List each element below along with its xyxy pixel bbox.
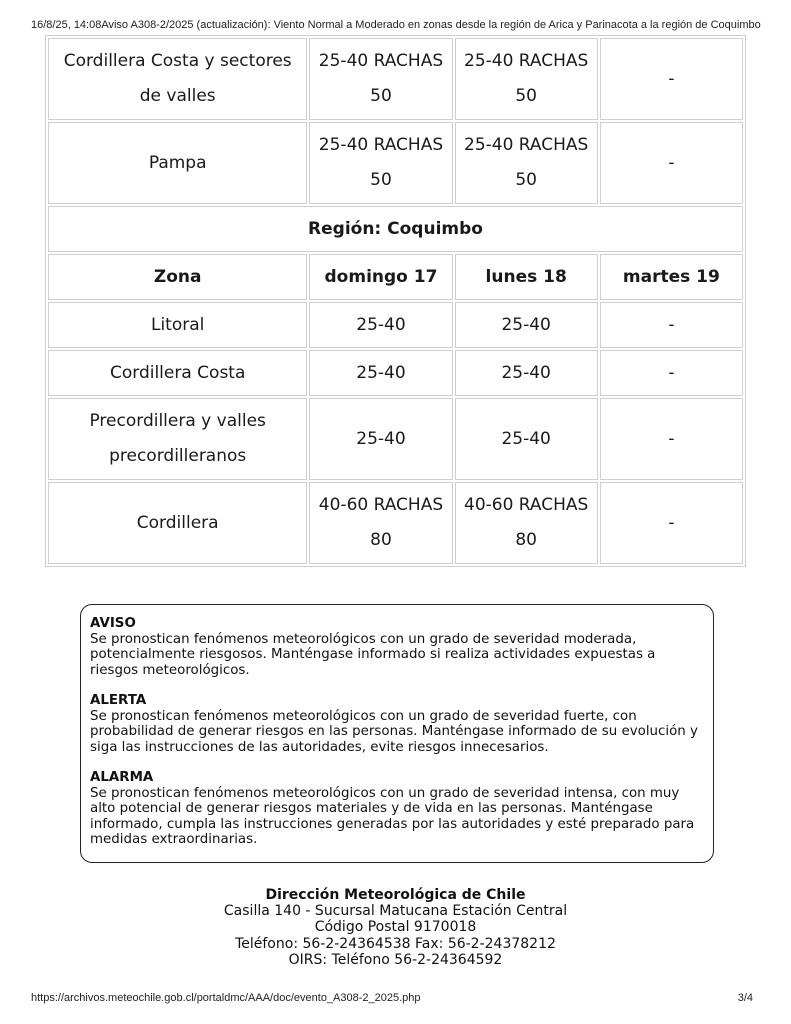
severity-legend <box>80 604 714 863</box>
zone-cell: Cordillera <box>48 482 307 564</box>
column-header-day1: domingo 17 <box>309 254 452 300</box>
page-url: https://archivos.meteochile.gob.cl/portaldmc/AAA/doc/evento_A308-2_2025.php <box>31 992 421 1004</box>
contact-info <box>0 887 791 968</box>
forecast-cell: - <box>600 38 743 120</box>
table-row <box>48 350 743 396</box>
legend-alerta <box>90 693 705 755</box>
forecast-cell: 25-40 <box>455 302 598 348</box>
forecast-cell: 25-40 RACHAS 50 <box>309 38 452 120</box>
table-row <box>48 302 743 348</box>
legend-alarma <box>90 770 705 848</box>
zone-cell: Litoral <box>48 302 307 348</box>
forecast-cell: - <box>600 122 743 204</box>
print-date: 16/8/25, 14:08 <box>31 19 102 31</box>
forecast-cell: - <box>600 350 743 396</box>
forecast-cell: 25-40 <box>309 350 452 396</box>
column-header-day3: martes 19 <box>600 254 743 300</box>
postal-code: Código Postal 9170018 <box>314 919 477 936</box>
legend-aviso <box>90 616 705 678</box>
page-number: 3/4 <box>737 992 753 1004</box>
forecast-cell: 40-60 RACHAS 80 <box>309 482 452 564</box>
column-header-zona: Zona <box>48 254 307 300</box>
legend-term: ALERTA <box>90 693 147 708</box>
wind-forecast-table <box>45 35 746 567</box>
forecast-cell: 25-40 <box>309 302 452 348</box>
forecast-cell: 25-40 RACHAS 50 <box>455 38 598 120</box>
forecast-cell: 25-40 RACHAS 50 <box>309 122 452 204</box>
print-footer <box>31 992 753 1004</box>
forecast-cell: 25-40 <box>455 398 598 480</box>
zone-cell: Cordillera Costa y sectores de valles <box>48 38 307 120</box>
legend-term: ALARMA <box>90 770 154 785</box>
legend-description: Se pronostican fenómenos meteorológicos con un grado de severidad moderada, potencialmente riesgosos. Manténgase informado si realiza actividades expuestas a riesgos meteorológicos. <box>90 631 656 678</box>
zone-cell: Pampa <box>48 122 307 204</box>
legend-term: AVISO <box>90 616 136 631</box>
organization-name: Dirección Meteorológica de Chile <box>265 887 526 903</box>
forecast-cell: - <box>600 398 743 480</box>
postal-address: Casilla 140 - Sucursal Matucana Estación Central <box>223 903 568 920</box>
region-title: Región: Coquimbo <box>48 206 743 252</box>
region-row <box>48 206 743 252</box>
table-row <box>48 38 743 120</box>
forecast-cell: 25-40 <box>455 350 598 396</box>
header-row <box>48 254 743 300</box>
phone-fax: Teléfono: 56-2-24364538 Fax: 56-2-24378212 <box>235 935 556 952</box>
zone-cell: Cordillera Costa <box>48 350 307 396</box>
forecast-cell: - <box>600 482 743 564</box>
forecast-cell: 25-40 RACHAS 50 <box>455 122 598 204</box>
forecast-cell: 25-40 <box>309 398 452 480</box>
print-header <box>31 19 761 31</box>
legend-description: Se pronostican fenómenos meteorológicos con un grado de severidad intensa, con muy alto potencial de generar riesgos materiales y de vida en las personas. Manténgase informado, cumpla las instrucciones generadas por las autoridades y esté preparado para medidas extraordinarias. <box>90 785 695 847</box>
print-title: Aviso A308-2/2025 (actualización): Viento Normal a Moderado en zonas desde la región de Arica y Parinacota a la región de Coquimbo <box>101 19 761 31</box>
zone-cell: Precordillera y valles precordilleranos <box>48 398 307 480</box>
column-header-day2: lunes 18 <box>455 254 598 300</box>
table-row <box>48 482 743 564</box>
table-row <box>48 122 743 204</box>
oirs-phone: OIRS: Teléfono 56-2-24364592 <box>288 951 503 968</box>
table-row <box>48 398 743 480</box>
forecast-cell: 40-60 RACHAS 80 <box>455 482 598 564</box>
legend-description: Se pronostican fenómenos meteorológicos con un grado de severidad fuerte, con probabilidad de generar riesgos en las personas. Manténgase informado de su evolución y siga las instrucciones de las autoridades, evite riesgos innecesarios. <box>90 708 698 755</box>
forecast-cell: - <box>600 302 743 348</box>
